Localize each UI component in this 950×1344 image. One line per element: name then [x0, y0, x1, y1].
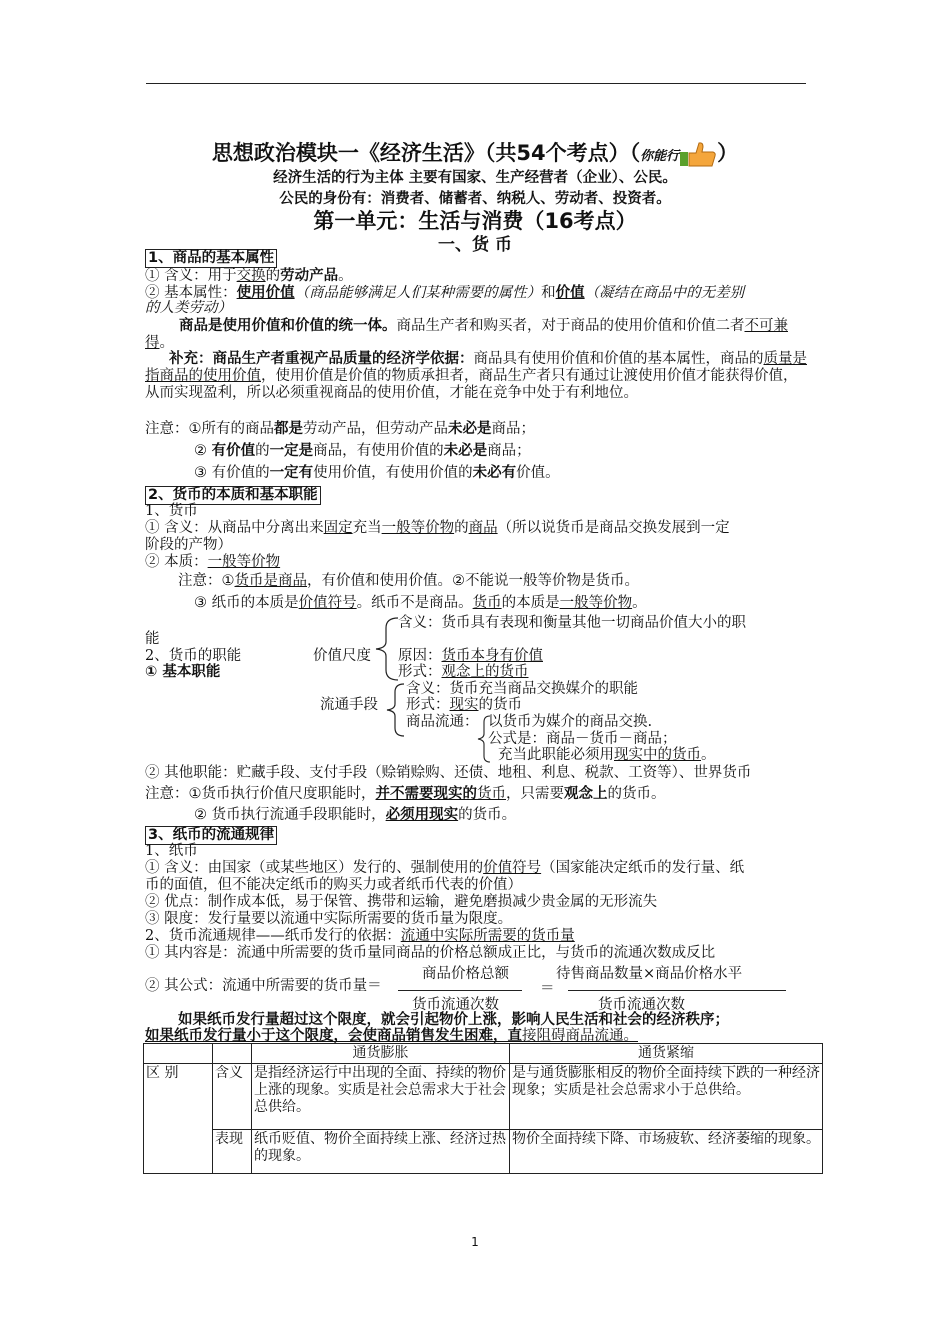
commodity-circulation-label: 商品流通： [406, 714, 479, 730]
table-corner [144, 1044, 213, 1064]
money-meaning: ① 含义：从商品中分离出来固定充当一般等价物的商品（所以说货币是商品交换发展到一定 [145, 520, 730, 536]
circulation-formula: 公式是：商品－货币－商品； [488, 731, 677, 747]
deflation-manifestation: 物价全面持续下降、市场疲软、经济萎缩的现象。 [510, 1130, 823, 1174]
money-meaning-cont: 阶段的产物） [145, 537, 232, 553]
commodity-attributes: ② 基本属性：使用价值（商品能够满足人们某种需要的属性）和价值（凝结在商品中的无差别 [145, 284, 745, 301]
fraction-2-denominator: 货币流通次数 [598, 997, 685, 1013]
paper-money-meaning-cont: 币的面值，但不能决定纸币的购买力或者纸币代表的价值） [145, 877, 522, 893]
measure-reason: 原因：货币本身有价值 [398, 648, 543, 664]
circulation-law-content: ① 其内容是：流通中所需要的货币量同商品的价格总额成正比，与货币的流通次数成反比 [145, 945, 716, 961]
table-corner-2 [213, 1044, 252, 1064]
other-functions: ② 其他职能：贮藏手段、支付手段（赊销赊购、还债、地租、利息、税款、工资等）、世界货币 [145, 765, 752, 781]
header-deflation: 通货紧缩 [510, 1044, 823, 1064]
thumbs-up-icon [679, 140, 717, 168]
basic-functions-label: ① 基本职能 [145, 664, 221, 680]
fraction-2-bar [568, 990, 786, 991]
paper-money-advantages: ② 优点：制作成本低，易于保管、携带和运输，避免磨损减少贵金属的无形流失 [145, 894, 658, 910]
measure-form: 形式：观念上的货币 [398, 664, 529, 680]
note-3: ③ 有价值的一定有使用价值，有使用价值的未必有价值。 [194, 465, 560, 481]
commodity-meaning: ① 含义：用于交换的劳动产品。 [145, 267, 353, 284]
formula-equals: ＝ [540, 981, 555, 997]
circulation-def: 以货币为媒介的商品交换. [488, 714, 653, 730]
formula-label: ② 其公式：流通中所需要的货币量＝ [145, 978, 382, 994]
fraction-1-bar [398, 990, 522, 991]
measure-meaning-wrap: 能 [145, 631, 160, 647]
money-subheading: 1、货币 [145, 503, 198, 519]
circulation-meaning: 含义：货币充当商品交换媒介的职能 [406, 681, 638, 697]
title-close: ） [717, 141, 739, 165]
section-heading-money: 2、货币的本质和基本职能 [145, 486, 321, 505]
circulation-requirement: 充当此职能必须用现实中的货币。 [498, 747, 716, 763]
doc-title-text: 思想政治模块一《经济生活》（共54个考点）（ [211, 141, 641, 165]
circulation-law: 2、货币流通规律——纸币发行的依据：流通中实际所需要的货币量 [145, 928, 575, 944]
section-heading-commodity: 1、商品的基本属性 [145, 249, 277, 268]
money-note-2: ③ 纸币的本质是价值符号。纸币不是商品。货币的本质是一般等价物。 [194, 595, 647, 611]
money-essence: ② 本质：一般等价物 [145, 554, 281, 570]
row-label-manifestation: 表现 [213, 1130, 252, 1174]
subtitle-citizen-roles: 公民的身份有：消费者、储蓄者、纳税人、劳动者、投资者。 [279, 191, 671, 207]
fraction-1-denominator: 货币流通次数 [412, 997, 499, 1013]
money-functions-label: 2、货币的职能 [145, 648, 242, 664]
header-rule [146, 83, 806, 84]
quality-supplement-paragraph: 补充：商品生产者重视产品质量的经济学依据：商品具有使用价值和价值的基本属性，商品的质量是指商品的使用价值，使用价值是价值的物质承担者，商品生产者只有通过让渡使用价值才能获得价值，从而实现盈利，所以必须重视商品的使用价值，才能在竞争中处于有利地位。 [145, 351, 807, 401]
page-number: 1 [471, 1235, 479, 1249]
fraction-1-numerator: 商品价格总额 [422, 966, 509, 982]
row-label-meaning: 含义 [213, 1064, 252, 1130]
commodity-attributes-cont: 的人类劳动） [145, 300, 232, 316]
circulation-brace [384, 682, 406, 738]
paper-money-meaning: ① 含义：由国家（或某些地区）发行的、强制使用的价值符号（国家能决定纸币的发行量、纸 [145, 860, 745, 876]
deflation-meaning: 是与通货膨胀相反的物价全面持续下跌的一种经济现象；实质是社会总需求小于总供给。 [510, 1064, 823, 1130]
value-measure-label: 价值尺度 [313, 648, 371, 664]
note-1: 注意：①所有的商品都是劳动产品，但劳动产品未必是商品； [145, 421, 535, 437]
measure-meaning: 含义：货币具有表现和衡量其他一切商品价值大小的职 [398, 615, 746, 631]
subtitle-actors: 经济生活的行为主体 主要有国家、生产经营者（企业）、公民。 [273, 170, 677, 186]
inflation-deflation-table [143, 1043, 823, 1174]
fraction-2-numerator: 待售商品数量×商品价格水平 [556, 966, 743, 982]
circulation-label: 流通手段 [320, 697, 378, 713]
header-inflation: 通货膨胀 [252, 1044, 510, 1064]
underissue-effect: 如果纸币发行量小于这个限度，会使商品销售发生困难，直接阻碍商品流通。 [145, 1028, 638, 1044]
overissue-effect: 如果纸币发行量超过这个限度，就会引起物价上涨，影响人民生活和社会的经济秩序； [178, 1012, 729, 1028]
paper-money-subheading: 1、纸币 [145, 843, 198, 859]
doc-title [0, 137, 950, 168]
row-label-difference: 区 别 [144, 1064, 213, 1174]
commodity-unity-paragraph: 商品是使用价值和价值的统一体。商品生产者和购买者，对于商品的使用价值和价值二者不可兼得。 [145, 318, 788, 351]
unit-title: 第一单元：生活与消费（16考点） [313, 209, 637, 233]
function-note-2: ② 货币执行流通手段职能时，必须用现实的货币。 [194, 807, 517, 823]
paper-money-limit: ③ 限度：发行量要以流通中实际所需要的货币量为限度。 [145, 911, 513, 927]
money-note-1: 注意：①货币是商品，有价值和使用价值。②不能说一般等价物是货币。 [178, 573, 639, 589]
lesson-title: 一、货 币 [438, 235, 512, 255]
function-note-1: 注意：①货币执行价值尺度职能时，并不需要现实的货币，只需要观念上的货币。 [145, 786, 666, 802]
circulation-form: 形式：现实的货币 [406, 697, 522, 713]
note-2: ② 有价值的一定是商品，有使用价值的未必是商品； [194, 443, 531, 459]
inflation-manifestation: 纸币贬值、物价全面持续上涨、经济过热的现象。 [252, 1130, 510, 1174]
section-heading-paper-money: 3、纸币的流通规律 [145, 826, 277, 845]
title-tag: 你能行 [640, 149, 680, 164]
inflation-meaning: 是指经济运行中出现的全面、持续的物价上涨的现象。实质是社会总需求大于社会总供给。 [252, 1064, 510, 1130]
